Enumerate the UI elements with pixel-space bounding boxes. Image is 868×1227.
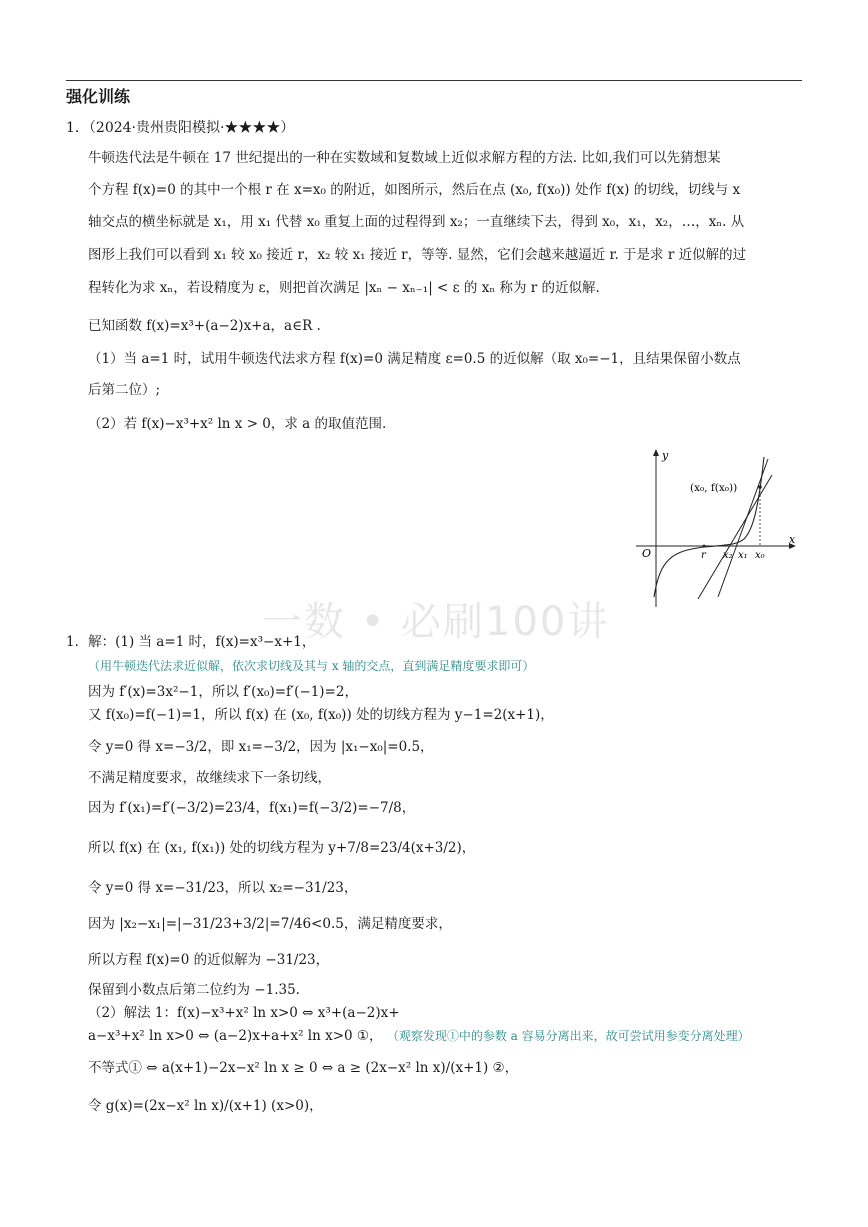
solution-line: 令 g(x)=(2x−x² ln x)/(x+1) (x>0)，: [88, 1098, 323, 1114]
y-axis-arrow: [653, 449, 659, 456]
part-2: （2）若 f(x)−x³+x² ln x > 0，求 a 的取值范围.: [88, 416, 387, 432]
intro-line: 牛顿迭代法是牛顿在 17 世纪提出的一种在实数域和复数域上近似求解方程的方法. 比如,我们可以先猜想某: [88, 150, 721, 166]
given-function: 已知函数 f(x)=x³+(a−2)x+a，a∈R .: [88, 318, 321, 334]
y-axis-label: y: [662, 449, 669, 462]
solution-line: 1．解：(1) 当 a=1 时，f(x)=x³−x+1，: [66, 634, 316, 650]
part-1-cont: 后第二位）;: [88, 382, 161, 398]
solution-line: 不等式① ⇔ a(x+1)−2x−x² ln x ≥ 0 ⇔ a ≥ (2x−x² ln x)/(x+1) ②，: [88, 1060, 519, 1076]
solution-note: （用牛顿迭代法求近似解，依次求切线及其与 x 轴的交点，直到满足精度要求即可）: [88, 659, 535, 673]
solution-line: （2）解法 1：f(x)−x³+x² ln x>0 ⇔ x³+(a−2)x+: [88, 1005, 400, 1021]
solution-line: 保留到小数点后第二位约为 −1.35.: [88, 982, 300, 998]
intro-line: 图形上我们可以看到 x₁ 较 x₀ 接近 r，x₂ 较 x₁ 接近 r，等等. 显然，它们会越来越逼近 r. 于是求 r 近似解的过: [88, 247, 747, 263]
solution-note: （观察发现①中的参数 a 容易分离出来，故可尝试用参变分离处理）: [386, 1029, 750, 1043]
solution-line: 所以 f(x) 在 (x₁, f(x₁)) 处的切线方程为 y+7/8=23/4(x+3/2)，: [88, 840, 476, 856]
part-1: （1）当 a=1 时，试用牛顿迭代法求方程 f(x)=0 满足精度 ε=0.5 的近似解（取 x₀=−1，且结果保留小数点: [88, 351, 741, 367]
solution-inequality: a−x³+x² ln x>0 ⇔ (a−2)x+a+x² ln x>0 ①，: [88, 1028, 383, 1044]
solution-line: 因为 f′(x₁)=f′(−3/2)=23/4，f(x₁)=f(−3/2)=−7/8，: [88, 800, 416, 816]
tick-x1: x₁: [738, 550, 748, 561]
watermark: 一数 • 必刷100讲: [262, 599, 610, 645]
intro-line: 个方程 f(x)=0 的其中一个根 r 在 x=x₀ 的附近，如图所示，然后在点 (x₀, f(x₀)) 处作 f(x) 的切线，切线与 x: [88, 182, 741, 198]
tick-x2: x₂: [723, 550, 733, 561]
intro-line: 轴交点的横坐标就是 x₁，用 x₁ 代替 x₀ 重复上面的过程得到 x₂；一直继续下去，得到 x₀，x₁，x₂，…，xₙ. 从: [88, 214, 745, 230]
solution-line: 因为 |x₂−x₁|=|−31/23+3/2|=7/46<0.5，满足精度要求，: [88, 916, 452, 932]
solution-line: 又 f(x₀)=f(−1)=1，所以 f(x) 在 (x₀, f(x₀)) 处的切线方程为 y−1=2(x+1)，: [88, 707, 554, 723]
tangent-point: [758, 485, 762, 489]
section-title: 强化训练: [66, 87, 131, 106]
solution-line: 不满足精度要求，故继续求下一条切线，: [88, 770, 331, 786]
solution-line: 令 y=0 得 x=−31/23，所以 x₂=−31/23，: [88, 880, 358, 896]
solution-line: 所以方程 f(x)=0 的近似解为 −31/23，: [88, 952, 330, 968]
header-rule: [66, 80, 802, 81]
tangent-point-label: (x₀, f(x₀)): [690, 482, 738, 494]
solution-line: 令 y=0 得 x=−3/2，即 x₁=−3/2，因为 |x₁−x₀|=0.5，: [88, 739, 434, 755]
function-curve: [654, 457, 764, 597]
x-axis-label: x: [789, 533, 796, 546]
intro-line: 程转化为求 xₙ，若设精度为 ε，则把首次满足 |xₙ − xₙ₋₁| < ε 的 xₙ 称为 r 的近似解.: [88, 280, 600, 296]
tick-x0: x₀: [755, 550, 765, 561]
solution-line: 因为 f′(x)=3x²−1，所以 f′(x₀)=f′(−1)=2，: [88, 684, 358, 700]
solution-line: [88, 1024, 750, 1044]
tangent-line-1: [718, 459, 768, 597]
origin-label: O: [642, 547, 652, 560]
newton-graph: [632, 447, 812, 613]
tick-r: r: [701, 550, 706, 561]
question-heading: 1．（2024·贵州贵阳模拟·★★★★）: [66, 120, 295, 136]
root-marker: [703, 545, 706, 548]
